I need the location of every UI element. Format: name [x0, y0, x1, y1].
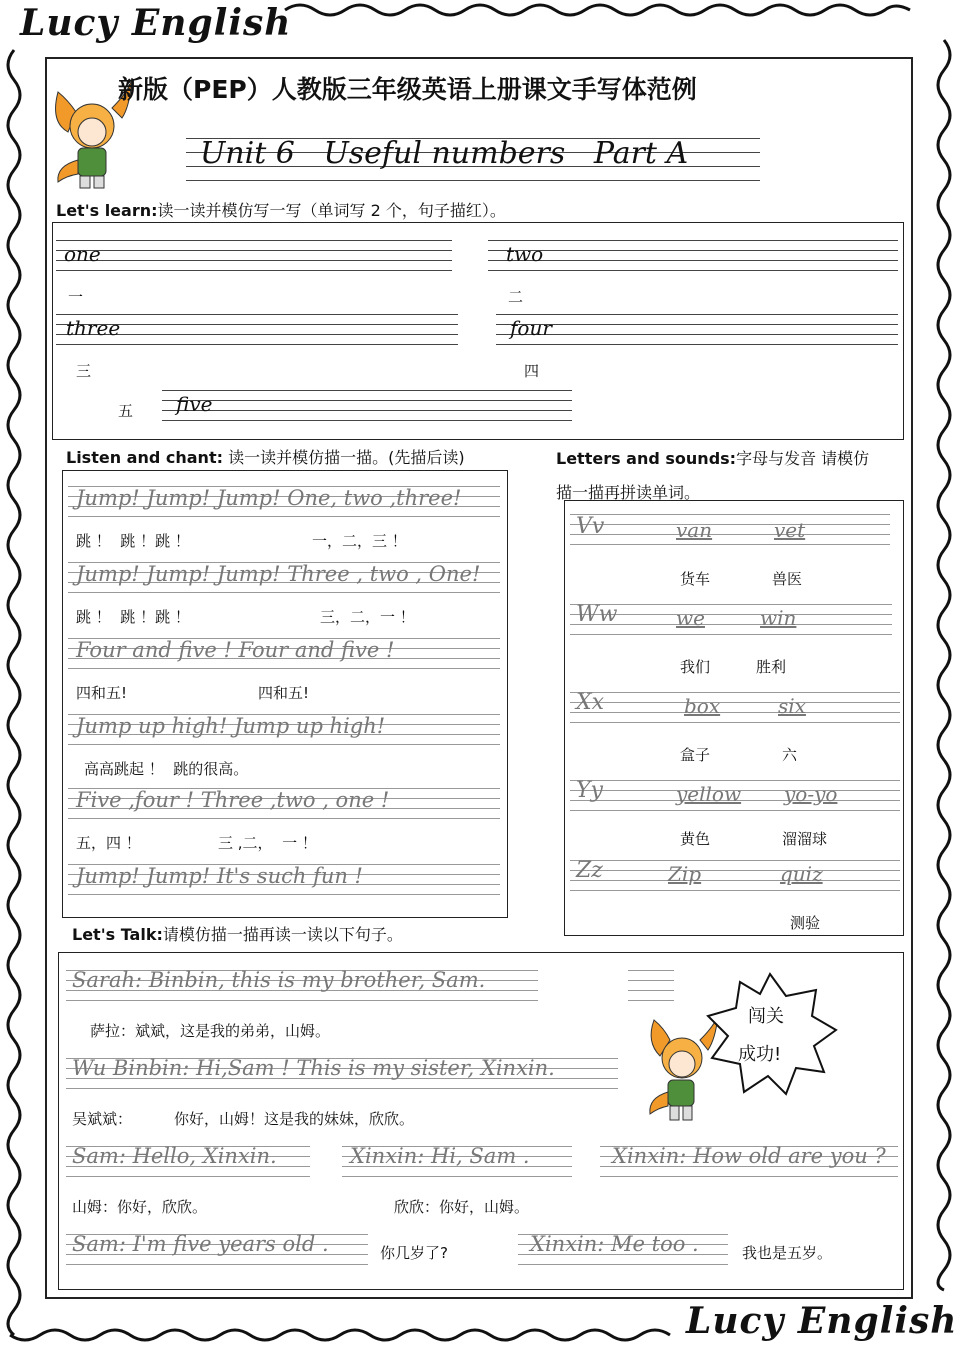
word-one: one	[64, 242, 101, 266]
chant-line-2: Jump! Jump! Jump! Three , two , One!	[76, 562, 481, 586]
badge-text-2: 成功!	[738, 1044, 782, 1065]
brand-bottom: Lucy English	[686, 1300, 958, 1342]
letters-heading: Letters and sounds:字母与发音 请模仿	[556, 449, 870, 468]
word-four-cn: 四	[524, 362, 540, 380]
chant-line-5: Five ,four ! Three ,two , one !	[76, 788, 390, 812]
talk-line-3a: Sam: Hello, Xinxin.	[72, 1144, 277, 1168]
talk-heading: Let's Talk:请模仿描一描再读一读以下句子。	[72, 925, 403, 944]
chant-line-6: Jump! Jump! It's such fun !	[76, 864, 363, 888]
letter-w: Ww	[576, 602, 618, 627]
letter-x: Xx	[576, 690, 605, 715]
chant-line-1: Jump! Jump! Jump! One, two ,three!	[76, 486, 462, 510]
letter-z: Zz	[576, 858, 603, 883]
talk-line-3c: Xinxin: How old are you ?	[612, 1144, 886, 1168]
word-one-cn: 一	[68, 288, 84, 306]
talk-line-2: Wu Binbin: Hi,Sam ! This is my sister, Xinxin.	[72, 1056, 555, 1080]
chant-heading: Listen and chant: 读一读并模仿描一描。(先描后读)	[66, 448, 465, 467]
chant-line-4: Jump up high! Jump up high!	[76, 714, 386, 738]
word-three-cn: 三	[76, 362, 92, 380]
word-four: four	[510, 316, 552, 340]
brand-top: Lucy English	[20, 2, 292, 44]
word-two: two	[506, 242, 544, 266]
letter-v: Vv	[576, 514, 605, 539]
page-title: 新版（PEP）人教版三年级英语上册课文手写体范例	[118, 75, 697, 104]
unit-title: Unit 6 Useful numbers Part A	[200, 136, 689, 171]
word-two-cn: 二	[508, 288, 524, 306]
letters-heading-2: 描一描再拼读单词。	[556, 483, 701, 502]
chant-line-3: Four and five ! Four and five !	[76, 638, 395, 662]
talk-line-1: Sarah: Binbin, this is my brother, Sam.	[72, 968, 486, 992]
badge-text-1: 闯关	[748, 1006, 784, 1027]
word-three: three	[66, 316, 121, 340]
talk-line-4a: Sam: I'm five years old .	[72, 1232, 329, 1256]
talk-line-4b: Xinxin: Me too .	[530, 1232, 699, 1256]
talk-line-3b: Xinxin: Hi, Sam .	[350, 1144, 530, 1168]
word-five: five	[176, 392, 213, 416]
letter-y: Yy	[576, 778, 603, 803]
lets-learn-heading: Let's learn:读一读并模仿写一写（单词写 2 个，句子描红）。	[56, 201, 506, 220]
word-five-cn: 五	[118, 402, 134, 420]
